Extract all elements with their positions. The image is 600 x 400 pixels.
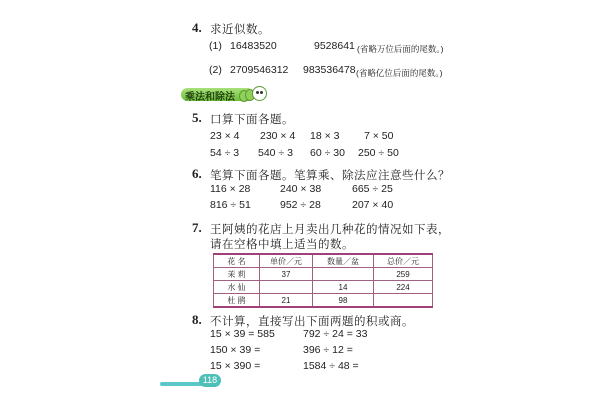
q7-title-line1: 王阿姨的花店上月卖出几种花的情况如下表，	[210, 222, 450, 236]
table-cell: 茉 莉	[214, 268, 260, 281]
table-cell: 21	[260, 294, 313, 308]
table-cell: 224	[374, 281, 433, 294]
table-header-cell: 数量／盆	[313, 254, 374, 268]
table-row	[214, 268, 433, 281]
table-cell: 37	[260, 268, 313, 281]
q5-number: 5.	[192, 110, 202, 125]
q6-item: 665 ÷ 25	[352, 183, 393, 195]
flower-sales-table	[213, 253, 433, 308]
q8-title: 不计算，直接写出下面两题的积或商。	[210, 314, 414, 328]
table-cell: 14	[313, 281, 374, 294]
q8-item: 1584 ÷ 48 =	[303, 360, 359, 372]
q4-line1-a: 16483520	[230, 40, 277, 52]
q4-line2-a: 2709546312	[230, 64, 289, 76]
table-cell: 259	[374, 268, 433, 281]
q6-item: 207 × 40	[352, 199, 394, 211]
q5-item: 18 × 3	[310, 130, 340, 142]
q5-item: 230 × 4	[260, 130, 296, 142]
eye-icon	[260, 91, 263, 94]
table-cell	[374, 294, 433, 308]
q5-item: 7 × 50	[364, 130, 394, 142]
q8-item: 792 ÷ 24 = 33	[303, 328, 368, 340]
q5-item: 540 ÷ 3	[258, 147, 293, 159]
table-cell	[313, 268, 374, 281]
q4-title: 求近似数。	[210, 22, 270, 36]
table-header-cell: 总价／元	[374, 254, 433, 268]
q6-title: 笔算下面各题。笔算乘、除法应注意些什么？	[210, 168, 450, 182]
q6-item: 116 × 28	[210, 183, 251, 195]
eye-icon	[256, 91, 259, 94]
q4-number: 4.	[192, 20, 202, 35]
q4-line2-b: 983536478	[303, 64, 356, 76]
q8-item: 15 × 39 = 585	[210, 328, 275, 340]
q4-line1-b: 9528641	[314, 40, 355, 52]
q6-number: 6.	[192, 166, 202, 181]
q5-item: 60 ÷ 30	[310, 147, 345, 159]
page-number: 118	[199, 374, 221, 387]
q6-item: 240 × 38	[280, 183, 322, 195]
q8-item: 150 × 39 =	[210, 344, 261, 356]
section-badge-label: 乘法和除法	[185, 92, 235, 103]
caterpillar-head-icon	[252, 86, 267, 101]
q8-number: 8.	[192, 312, 202, 327]
q5-item: 23 × 4	[210, 130, 240, 142]
q4-line1-label: (1)	[209, 40, 222, 52]
table-cell: 杜 鹃	[214, 294, 260, 308]
table-header-row	[214, 254, 433, 268]
q5-item: 250 ÷ 50	[358, 147, 399, 159]
table-cell: 98	[313, 294, 374, 308]
table-header-cell: 单价／元	[260, 254, 313, 268]
q5-title: 口算下面各题。	[210, 112, 294, 126]
table-cell	[260, 281, 313, 294]
q4-line1-note: (省略万位后面的尾数。)	[357, 44, 444, 54]
table-cell: 水 仙	[214, 281, 260, 294]
section-badge	[181, 86, 269, 102]
q8-item: 15 × 390 =	[210, 360, 261, 372]
q8-item: 396 ÷ 12 =	[303, 344, 353, 356]
q4-line2-note: (省略亿位后面的尾数。)	[356, 68, 443, 78]
q5-item: 54 ÷ 3	[210, 147, 240, 159]
q7-title-line2: 请在空格中填上适当的数。	[210, 237, 354, 251]
table-row	[214, 294, 433, 308]
table-header-cell: 花 名	[214, 254, 260, 268]
table-row	[214, 281, 433, 294]
q6-item: 816 ÷ 51	[210, 199, 251, 211]
q7-number: 7.	[192, 220, 202, 235]
q6-item: 952 ÷ 28	[280, 199, 321, 211]
q4-line2-label: (2)	[209, 64, 222, 76]
